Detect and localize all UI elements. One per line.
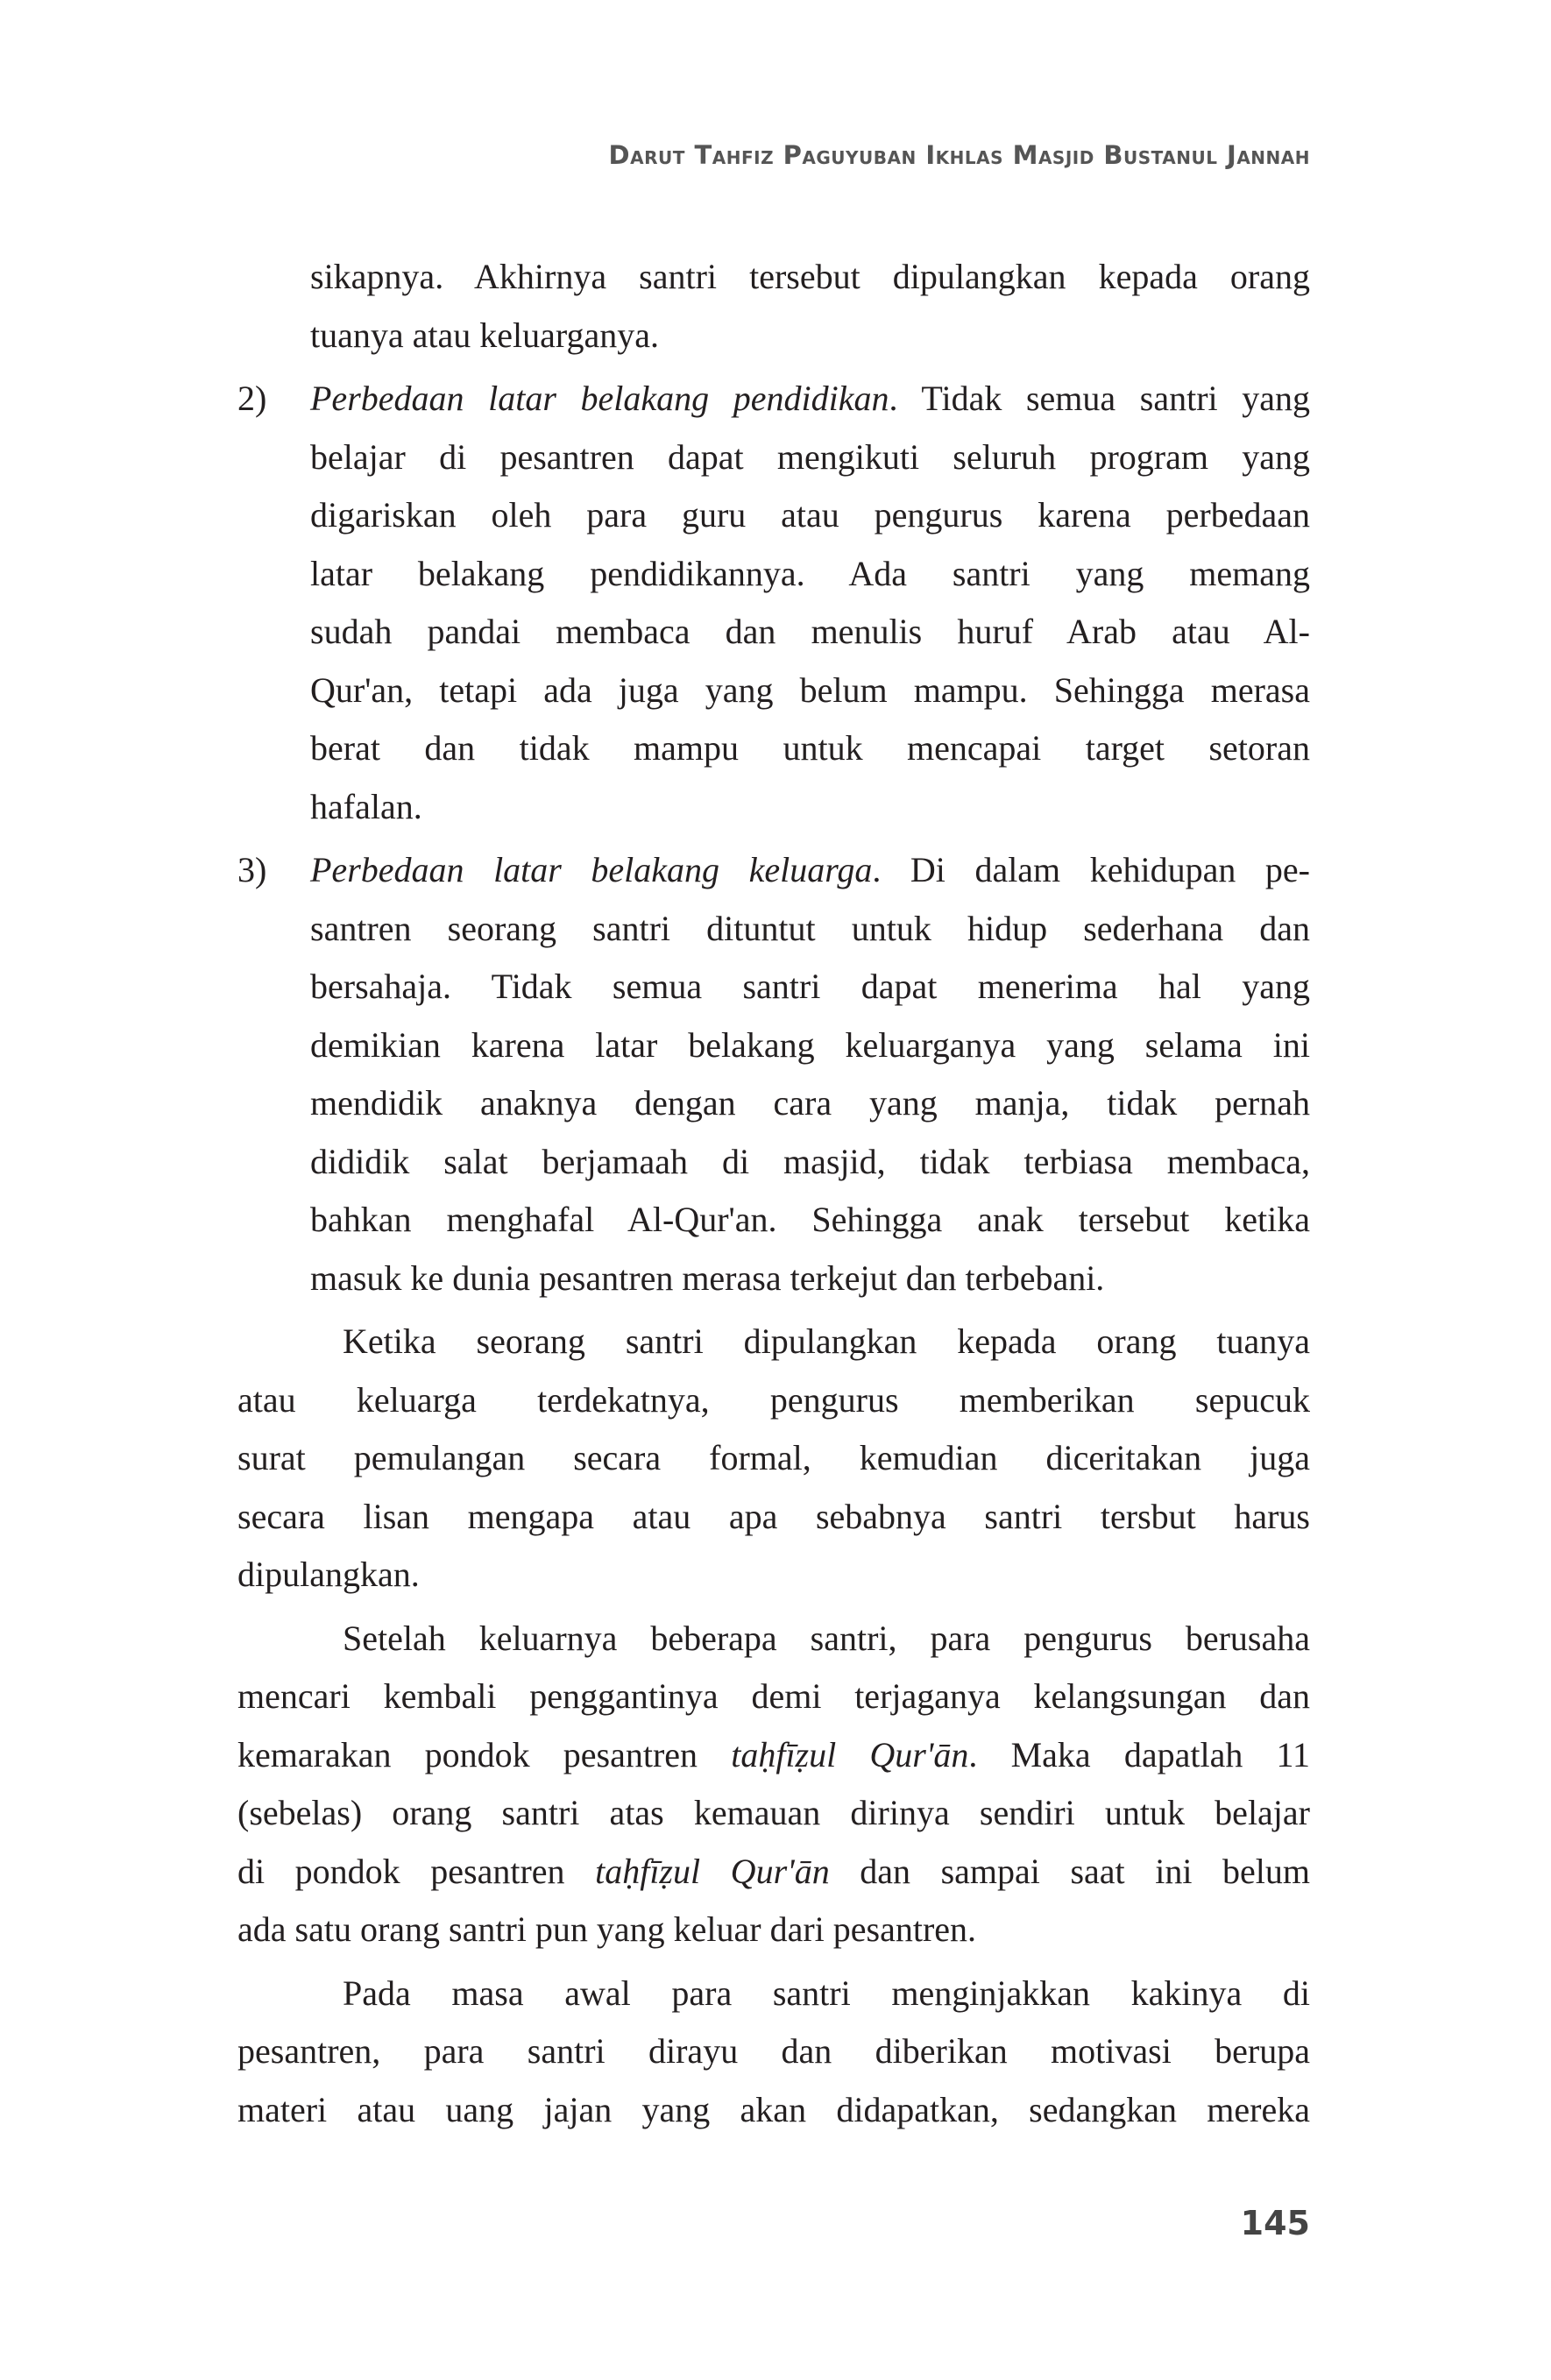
line-text — [237, 1726, 1310, 1785]
text-line — [310, 841, 1310, 900]
text-line — [237, 1371, 1310, 1430]
text-line — [237, 1429, 1310, 1488]
line-text: belajar di pesantren dapat mengikuti seluruh program yang — [310, 436, 1310, 477]
line-text: sudah pandai membaca dan menulis huruf Arab atau Al- — [310, 612, 1310, 651]
text-line — [310, 248, 1310, 307]
text-line — [310, 662, 1310, 720]
text-line — [237, 1313, 1310, 1371]
text-line — [310, 603, 1310, 662]
line-text: Pada masa awal para santri menginjakkan kakinya di — [343, 1973, 1310, 2013]
text-segment: . Maka dapatlah 11 — [968, 1734, 1311, 1774]
line-text: Setelah keluarnya beberapa santri, para pengurus berusaha — [343, 1618, 1310, 1658]
paragraph — [237, 1313, 1310, 1604]
text-segment: dan sampai saat ini belum — [829, 1851, 1311, 1891]
line-text: mencari kembali penggantinya demi terjaganya kelangsungan dan — [237, 1676, 1310, 1716]
text-line — [237, 1546, 1310, 1604]
line-text: (sebelas) orang santri atas kemauan dirinya sendiri untuk belajar — [237, 1793, 1310, 1832]
text-line — [237, 1488, 1310, 1547]
text-segment: kemarakan pondok pesantren — [237, 1734, 732, 1774]
italic-term: Perbedaan latar belakang pendidikan — [310, 379, 889, 418]
text-line — [310, 1016, 1310, 1075]
line-text: dipulangkan. — [237, 1555, 420, 1594]
line-text: santren seorang santri dituntut untuk hidup sederhana dan — [310, 908, 1310, 948]
text-line — [310, 958, 1310, 1016]
text-line — [237, 1668, 1310, 1726]
text-line — [237, 2081, 1310, 2140]
text-line — [237, 1965, 1310, 2023]
text-line — [237, 1610, 1310, 1668]
line-text: masuk ke dunia pesantren merasa terkejut dan terbebani. — [310, 1257, 1105, 1298]
line-text: materi atau uang jajan yang akan didapatkan, sedangkan mereka — [237, 2089, 1310, 2129]
line-text: berat dan tidak mampu untuk mencapai target setoran — [310, 728, 1310, 768]
line-text: sikapnya. Akhirnya santri tersebut dipulangkan kepada orang — [310, 257, 1310, 296]
text-line — [310, 1191, 1310, 1250]
text-line — [237, 1784, 1310, 1843]
text-line — [237, 1726, 1310, 1785]
text-line — [310, 545, 1310, 604]
text-line — [237, 1843, 1310, 1902]
list-item — [237, 841, 1310, 1307]
paragraph — [237, 1610, 1310, 1959]
page-number: 145 — [1240, 2204, 1310, 2242]
text-line — [310, 370, 1310, 429]
list-item — [237, 248, 1310, 365]
text-line — [237, 2022, 1310, 2081]
text-line — [310, 1250, 1310, 1308]
line-text: digariskan oleh para guru atau pengurus karena perbedaan — [310, 495, 1310, 535]
text-segment: . Tidak semua santri yang — [889, 379, 1311, 418]
list-item — [237, 370, 1310, 836]
italic-term: Perbedaan latar belakang keluarga — [310, 850, 873, 889]
line-text: Qur'an, tetapi ada juga yang belum mampu. Sehingga merasa — [310, 669, 1310, 710]
line-text — [237, 1843, 1310, 1902]
italic-term: taḥfīẓul Qur'ān — [731, 1734, 969, 1774]
line-text: pesantren, para santri dirayu dan diberikan motivasi berupa — [237, 2031, 1310, 2071]
text-line — [237, 1901, 1310, 1959]
text-line — [310, 429, 1310, 487]
list-number: 3) — [237, 850, 267, 889]
line-text: surat pemulangan secara formal, kemudian diceritakan juga — [237, 1438, 1310, 1477]
text-line — [310, 900, 1310, 959]
line-text: bersahaja. Tidak semua santri dapat menerima hal yang — [310, 967, 1310, 1006]
line-text: latar belakang pendidikannya. Ada santri yang memang — [310, 553, 1310, 593]
line-text — [310, 370, 1310, 429]
line-text: bahkan menghafal Al-Qur'an. Sehingga anak tersebut ketika — [310, 1200, 1310, 1239]
text-line — [310, 486, 1310, 545]
line-text: ada satu orang santri pun yang keluar dari pesantren. — [237, 1909, 977, 1949]
text-line — [310, 778, 1310, 837]
text-line — [310, 719, 1310, 778]
line-text: hafalan. — [310, 786, 422, 826]
line-text: secara lisan mengapa atau apa sebabnya santri tersbut harus — [237, 1496, 1310, 1536]
line-text: Ketika seorang santri dipulangkan kepada orang tuanya — [343, 1321, 1310, 1361]
line-text — [310, 841, 1310, 900]
line-text: dididik salat berjamaah di masjid, tidak terbiasa membaca, — [310, 1141, 1310, 1181]
text-segment: di pondok pesantren — [237, 1851, 596, 1891]
running-header: Darut Tahfiz Paguyuban Ikhlas Masjid Bustanul Jannah — [608, 140, 1310, 170]
paragraph — [237, 1965, 1310, 2140]
line-text: tuanya atau keluarganya. — [310, 315, 659, 355]
italic-term: taḥfīẓul Qur'ān — [595, 1851, 830, 1891]
line-text: demikian karena latar belakang keluarganya yang selama ini — [310, 1024, 1310, 1065]
page-body — [237, 248, 1310, 2139]
text-line — [310, 1074, 1310, 1133]
text-line — [310, 1133, 1310, 1192]
text-segment: . Di dalam kehidupan pe- — [872, 850, 1310, 889]
text-line — [310, 307, 1310, 365]
line-text: mendidik anaknya dengan cara yang manja, tidak pernah — [310, 1083, 1310, 1123]
line-text: atau keluarga terdekatnya, pengurus memberikan sepucuk — [237, 1379, 1310, 1420]
list-number: 2) — [237, 379, 267, 418]
